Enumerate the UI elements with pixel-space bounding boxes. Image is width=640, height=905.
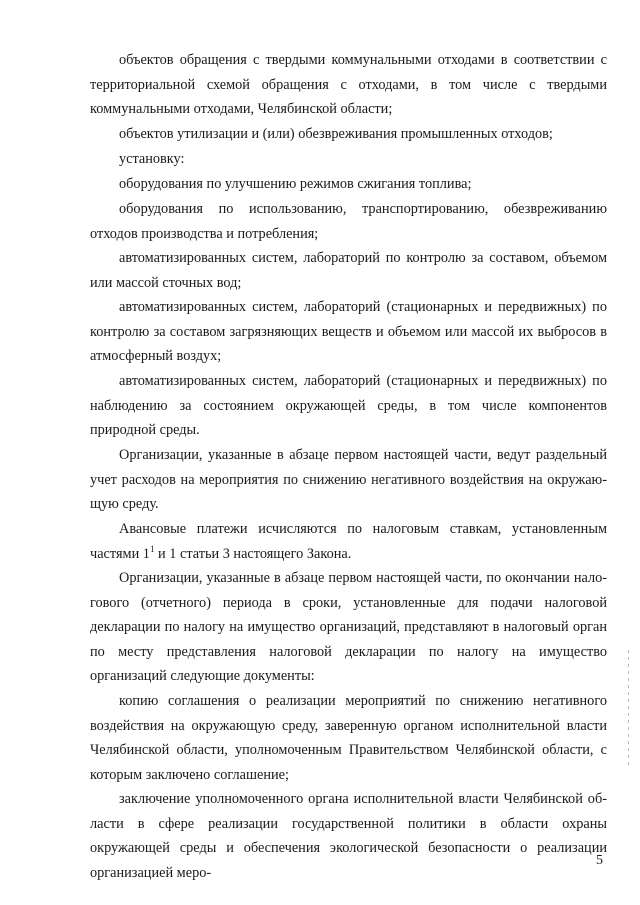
- advance-superscript: 1: [149, 543, 155, 554]
- advance-text-before: Авансовые платежи исчисляются по налоговым ставкам, установленным частями 1: [90, 521, 607, 562]
- paragraph-industrial-waste: объектов утилизации и (или) обезвреживания промышленных отходов;: [119, 126, 553, 142]
- paragraph-agreement-copy: копию соглашения о реализации мероприятий по снижению негативного воздействия на окружающую среду, заверенную органом исполнительной власти Челябинской области, уполномоченным Правительством Челябинской области, с которым заключено соглашение;: [90, 693, 607, 783]
- paragraph-fuel-combustion: оборудования по улучшению режимов сжигания топлива;: [119, 176, 472, 192]
- paragraph-advance-payments: [90, 517, 607, 566]
- paragraph-authority-conclusion: заключение уполномоченного органа исполнительной власти Челябинской области в сфере реализации государственной политики в области охраны окружающей среды и обеспечения экологической безопасности о реализации организацией меро-: [90, 791, 607, 881]
- paragraph-separate-accounting: Организации, указанные в абзаце первом настоящей части, ведут раздельный учет расходов на мероприятия по снижению негативного воздействия на окружающую среду.: [90, 447, 607, 513]
- paragraph-waste-objects: объектов обращения с твердыми коммунальными отходами в соответствии с территориальной схемой обращения с отходами, в том числе с твердыми коммунальными отходами, Челябинской области;: [90, 52, 607, 118]
- paragraph-installation: установку:: [119, 151, 185, 167]
- paragraph-emission-systems: автоматизированных систем, лабораторий (стационарных и передвижных) по контролю за составом загрязняющих веществ и объемом или массой их выбросов в атмосферный воздух;: [90, 299, 607, 365]
- scan-edge-mark: [628, 650, 629, 765]
- paragraph-monitoring-systems: автоматизированных систем, лабораторий (стационарных и передвижных) по наблюдению за состоянием окружающей среды, в том числе компонентов природной среды.: [90, 373, 607, 439]
- page-number: 5: [596, 853, 603, 868]
- advance-text-after: и 1 статьи 3 настоящего Закона.: [154, 545, 352, 562]
- paragraph-wastewater-systems: автоматизированных систем, лабораторий по контролю за составом, объемом или массой сточных вод;: [90, 250, 607, 291]
- paragraph-waste-equipment: оборудования по использованию, транспортированию, обезвреживанию отходов производства и потребления;: [90, 201, 607, 242]
- paragraph-document-submission: Организации, указанные в абзаце первом настоящей части, по окончании налогового (отчетного) периода в сроки, установленные для подачи налоговой декларации по налогу на имущество организаций, представляют в налоговый орган по месту представления налоговой декларации по налогу на имущество организаций следующие документы:: [90, 570, 607, 685]
